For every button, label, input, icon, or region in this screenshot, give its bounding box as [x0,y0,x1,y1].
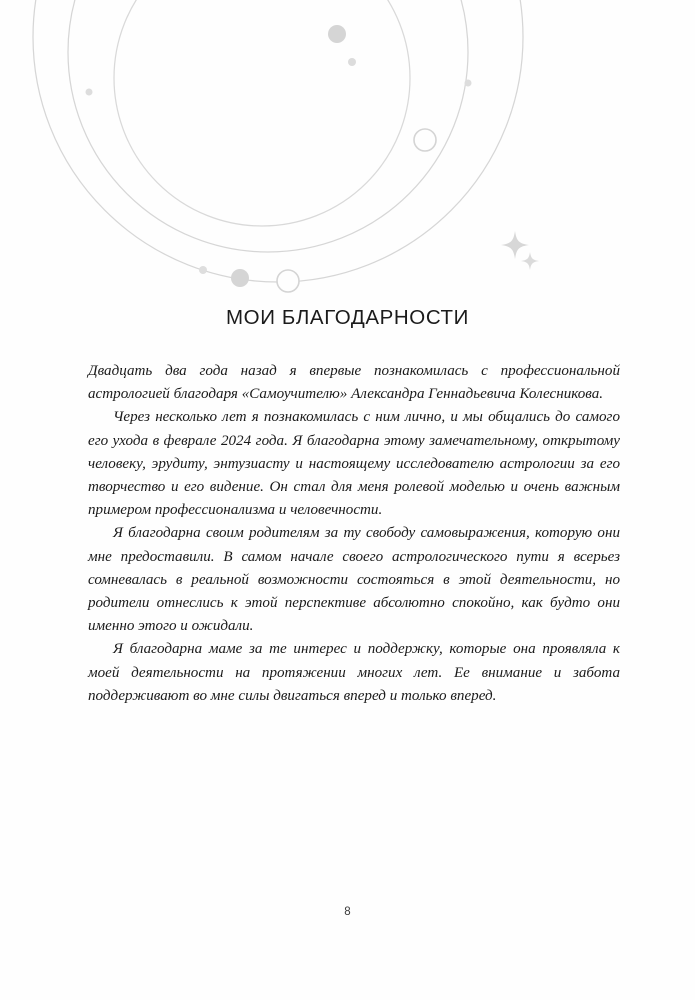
orbit-ring-node-bottom [277,270,299,292]
acknowledgements-body [88,360,620,708]
orbit-circle-middle [68,0,468,252]
orbit-dot-small-left [86,89,93,96]
sparkle-star-large-icon [501,231,529,259]
orbit-ring-node-right [414,129,436,151]
orbit-dot-small-upper [348,58,356,66]
page-number: 8 [344,906,351,918]
paragraph-2: Через несколько лет я познакомилась с ним лично, и мы общались до самого его ухода в феврале 2024 года. Я благодарна этому замечательному, открытому человеку, эрудиту, энтузиасту и настоящему исследователю астрологии за его творчество и его видение. Он стал для меня ролевой моделью и очень важным примером профессионализма и человечности. [88,409,620,519]
paragraph-3: Я благодарна своим родителям за ту свободу самовыражения, которую они мне предоставили. В самом начале своего астрологического пути я всерьез сомневалась в реальной возможности состояться в этой деятельности, но родители отнеслись к этой перспективе абсолютно спокойно, как будто они именно этого и ожидали. [88,525,620,635]
orbit-circle-inner [114,0,410,226]
orbit-dot-large-top [328,25,346,43]
orbit-dot-small-right [465,80,472,87]
orbit-dot-small-lower-left [199,266,207,274]
paragraph-4: Я благодарна маме за те интерес и поддержку, которые она проявляла к моей деятельности на протяжении многих лет. Ее внимание и забота поддерживают во мне силы двигаться вперед и только вперед. [88,641,620,704]
paragraph-1: Двадцать два года назад я впервые познакомилась с профессиональной астрологией благодаря «Самоучителю» Александра Геннадьевича Колесникова. [88,363,620,403]
page-title: МОИ БЛАГОДАРНОСТИ [225,305,470,329]
orbit-dot-large-bottom [231,269,249,287]
sparkle-star-small-icon [521,252,539,270]
orbit-circle-outer [33,0,523,282]
orbital-circles-decoration [0,0,695,330]
